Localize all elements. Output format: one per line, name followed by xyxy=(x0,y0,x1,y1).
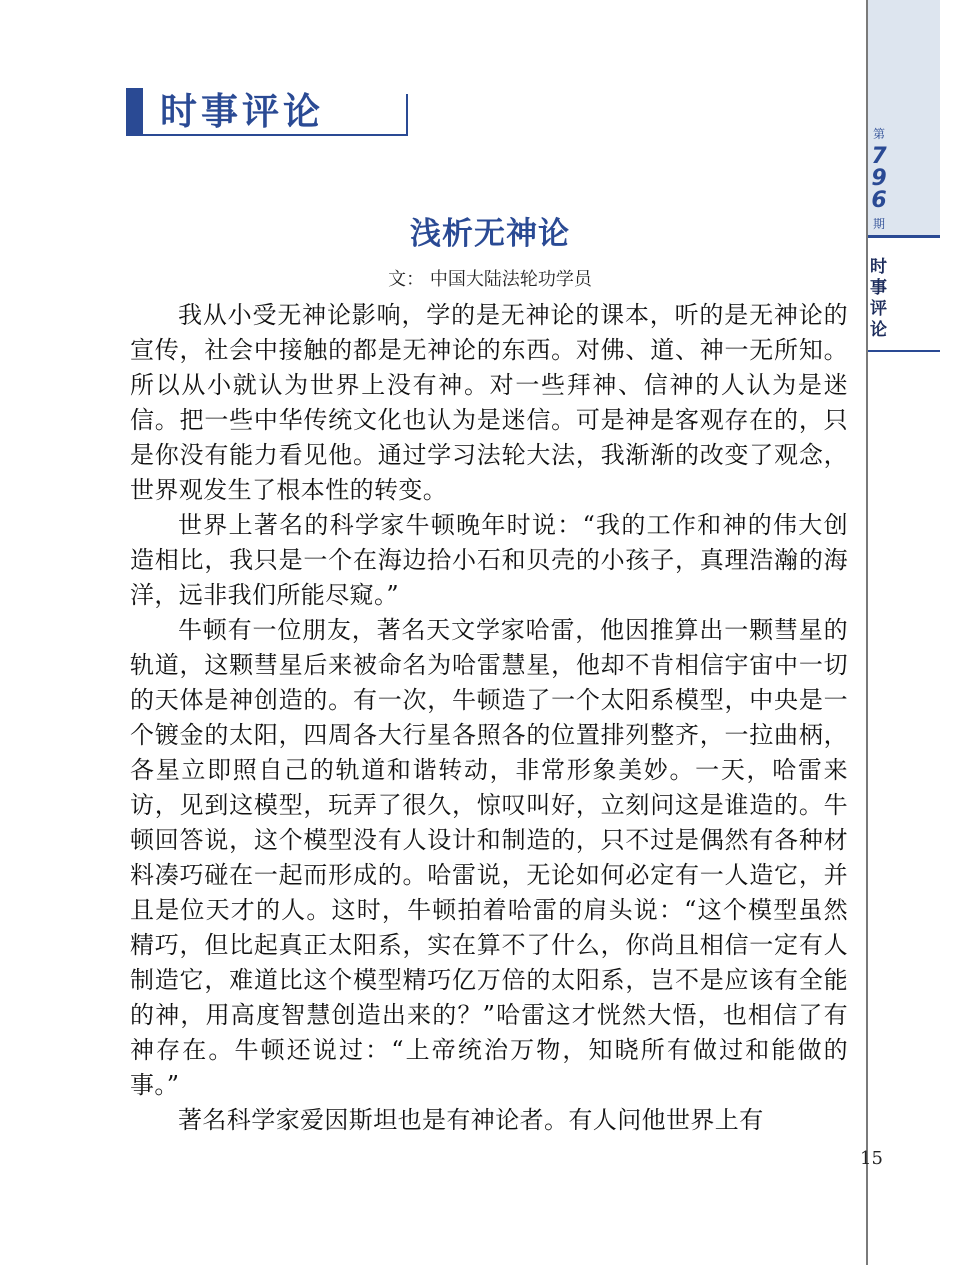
section-header-bar xyxy=(126,88,143,135)
body-paragraph: 世界上著名的科学家牛顿晚年时说：“我的工作和神的伟大创造相比，我只是一个在海边拾小石和贝壳的小孩子，真理浩瀚的海洋，远非我们所能尽窥。” xyxy=(130,511,848,609)
article-byline: 文： 中国大陆法轮功学员 xyxy=(388,269,592,290)
issue-digit-1: 7 xyxy=(871,144,887,169)
issue-suffix: 期 xyxy=(872,217,885,231)
article-body xyxy=(130,298,848,1138)
issue-digit-2: 9 xyxy=(871,166,887,191)
issue-digit-3: 6 xyxy=(871,188,887,213)
section-title: 时事评论 xyxy=(160,90,324,133)
sidebar-rule-bottom xyxy=(868,350,940,352)
body-paragraph: 牛顿有一位朋友，著名天文学家哈雷，他因推算出一颗彗星的轨道，这颗彗星后来被命名为哈雷慧星，他却不肯相信宇宙中一切的天体是神创造的。有一次，牛顿造了一个太阳系模型，中央是一个镀金的太阳，四周各大行星各照各的位置排列整齐，一拉曲柄，各星立即照自己的轨道和谐转动，非常形象美妙。一天，哈雷来访，见到这模型，玩弄了很久，惊叹叫好，立刻问这是谁造的。牛顿回答说，这个模型没有人设计和制造的，只不过是偶然有各种材料凑巧碰在一起而形成的。哈雷说，无论如何必定有一人造它，并且是位天才的人。这时，牛顿拍着哈雷的肩头说：“这个模型虽然精巧，但比起真正太阳系，实在算不了什么，你尚且相信一定有人制造它，难道比这个模型精巧亿万倍的太阳系，岂不是应该有全能的神，用高度智慧创造出来的？”哈雷这才恍然大悟，也相信了有神存在。牛顿还说过：“上帝统治万物，知晓所有做过和能做的事。” xyxy=(130,616,848,1099)
body-paragraph: 我从小受无神论影响，学的是无神论的课本，听的是无神论的宣传，社会中接触的都是无神论的东西。对佛、道、神一无所知。所以从小就认为世界上没有神。对一些拜神、信神的人认为是迷信。把一些中华传统文化也认为是迷信。可是神是客观存在的，只是你没有能力看见他。通过学习法轮大法，我渐渐的改变了观念，世界观发生了根本性的转变。 xyxy=(130,301,848,504)
body-paragraph: 著名科学家爱因斯坦也是有神论者。有人问他世界上有 xyxy=(178,1106,764,1134)
section-header-right-rule xyxy=(406,94,408,136)
page-number: 15 xyxy=(860,1148,883,1169)
sidebar-rule-top xyxy=(868,235,940,238)
article-title: 浅析无神论 xyxy=(410,216,570,252)
issue-prefix: 第 xyxy=(872,127,885,141)
sidebar-section-label: 时事评论 xyxy=(870,257,887,340)
section-header xyxy=(126,88,408,135)
section-header-underline xyxy=(126,134,408,136)
